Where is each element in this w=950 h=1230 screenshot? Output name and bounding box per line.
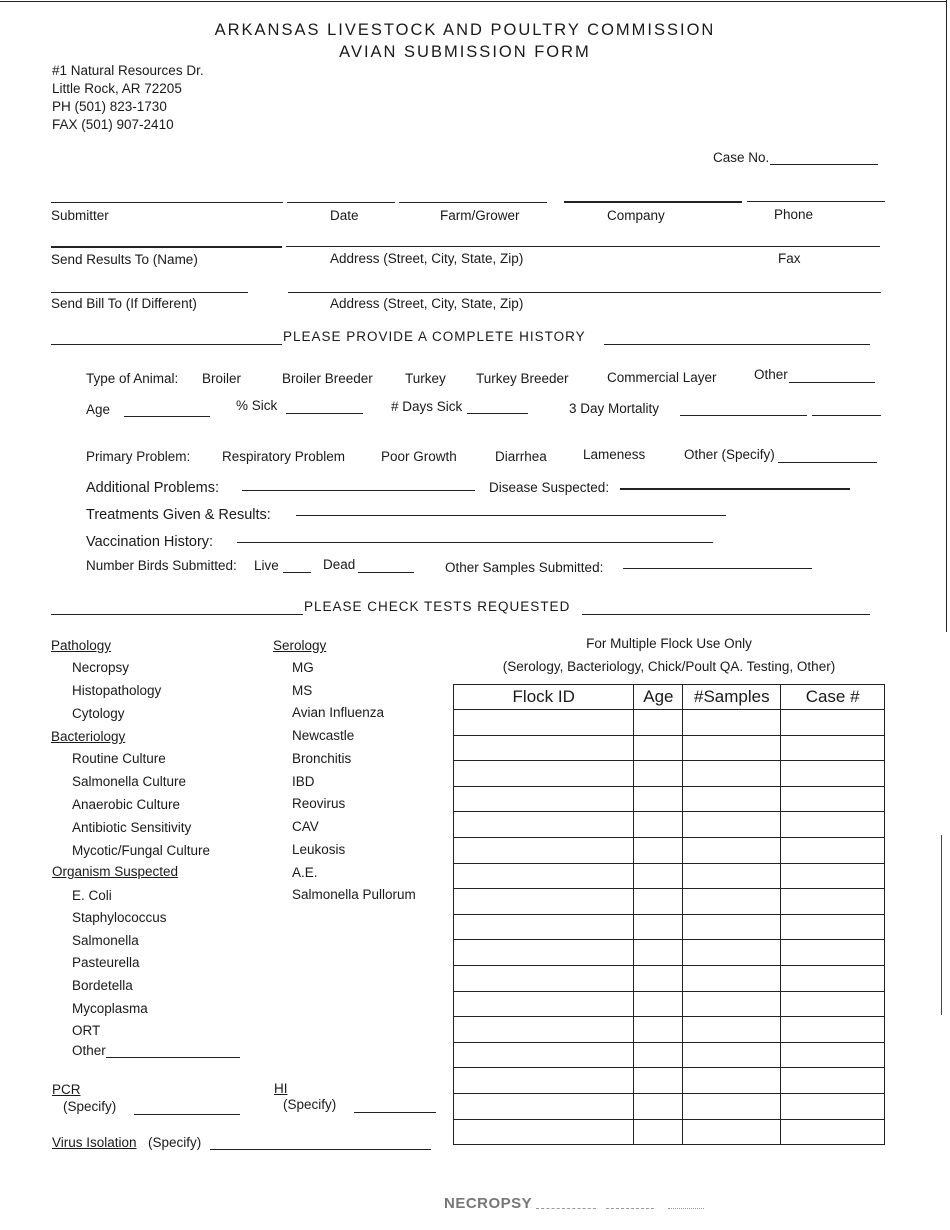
type-of-animal-label: Type of Animal:	[86, 371, 179, 386]
send-bill-field[interactable]	[51, 292, 248, 293]
organism-salmonella[interactable]: Salmonella	[72, 933, 139, 948]
bill-address-label: Address (Street, City, State, Zip)	[330, 296, 524, 311]
flock-id-cell[interactable]	[454, 940, 634, 966]
flock-id-cell[interactable]	[454, 761, 634, 787]
flock-table-header	[454, 685, 885, 710]
age-cell[interactable]	[634, 1119, 683, 1145]
flock-id-cell[interactable]	[454, 710, 634, 736]
test-salmonella-culture[interactable]: Salmonella Culture	[72, 774, 187, 789]
results-address-field[interactable]	[286, 246, 880, 247]
right-edge	[946, 0, 947, 632]
other-samples-label: Other Samples Submitted:	[445, 560, 604, 575]
case-cell[interactable]	[781, 761, 885, 787]
right-edge-lower	[941, 835, 942, 1015]
submitter-label: Submitter	[51, 208, 109, 223]
samples-cell[interactable]	[683, 735, 781, 761]
pcr-label: PCR	[52, 1082, 81, 1097]
pcr-specify-field[interactable]	[134, 1114, 240, 1115]
age-cell[interactable]	[634, 1093, 683, 1119]
history-heading: PLEASE PROVIDE A COMPLETE HISTORY	[283, 329, 586, 344]
case-no-label: Case No.	[713, 150, 770, 165]
flock-id-cell[interactable]	[454, 889, 634, 915]
pct-sick-field[interactable]	[286, 413, 363, 414]
case-cell[interactable]	[781, 1068, 885, 1094]
treatments-label: Treatments Given & Results:	[86, 507, 271, 523]
flock-id-cell[interactable]	[454, 837, 634, 863]
primary-problem-label: Primary Problem:	[86, 449, 191, 464]
problem-lameness[interactable]: Lameness	[583, 447, 646, 462]
address-line1: #1 Natural Resources Dr.	[52, 63, 204, 78]
organism-pasteurella[interactable]: Pasteurella	[72, 955, 140, 970]
age-cell[interactable]	[634, 786, 683, 812]
serology-ae[interactable]: A.E.	[292, 865, 318, 880]
necropsy-stamp: NECROPSY	[444, 1195, 533, 1212]
age-label: Age	[86, 402, 111, 417]
disease-suspected-label: Disease Suspected:	[489, 480, 610, 495]
bill-address-field[interactable]	[288, 292, 881, 293]
flock-row	[454, 1068, 885, 1094]
flock-id-cell[interactable]	[454, 965, 634, 991]
serology-avian-influenza[interactable]: Avian Influenza	[292, 705, 385, 720]
flock-id-cell[interactable]	[454, 786, 634, 812]
days-sick-label: # Days Sick	[391, 399, 463, 414]
farm-label: Farm/Grower	[440, 208, 520, 223]
pct-sick-label: % Sick	[236, 398, 278, 413]
serology-leukosis[interactable]: Leukosis	[292, 842, 346, 857]
serology-heading: Serology	[273, 638, 327, 653]
phone-number: PH (501) 823-1730	[52, 99, 167, 114]
bacteriology-heading: Bacteriology	[51, 729, 126, 744]
flock-row	[454, 889, 885, 915]
problem-other-field[interactable]	[778, 462, 877, 463]
flock-row	[454, 735, 885, 761]
organism-other-field[interactable]	[106, 1057, 240, 1058]
organism-e-coli[interactable]: E. Coli	[72, 888, 112, 903]
send-results-field[interactable]	[51, 246, 282, 248]
disease-suspected-field[interactable]	[620, 488, 850, 490]
flock-row	[454, 761, 885, 787]
flock-id-cell[interactable]	[454, 1093, 634, 1119]
flock-row	[454, 940, 885, 966]
flock-row	[454, 991, 885, 1017]
virus-isolation-specify-label: (Specify)	[148, 1135, 202, 1150]
flock-id-cell[interactable]	[454, 991, 634, 1017]
flock-id-cell[interactable]	[454, 1042, 634, 1068]
test-histopathology[interactable]: Histopathology	[72, 683, 162, 698]
test-routine-culture[interactable]: Routine Culture	[72, 751, 166, 766]
top-edge	[0, 1, 946, 2]
tests-rule-right	[582, 614, 870, 615]
age-cell[interactable]	[634, 991, 683, 1017]
send-results-label: Send Results To (Name)	[51, 252, 198, 267]
samples-cell[interactable]	[683, 812, 781, 838]
results-address-label: Address (Street, City, State, Zip)	[330, 251, 524, 266]
tests-heading: PLEASE CHECK TESTS REQUESTED	[304, 599, 571, 614]
problem-diarrhea[interactable]: Diarrhea	[495, 449, 547, 464]
case-cell[interactable]	[781, 965, 885, 991]
flock-row	[454, 863, 885, 889]
form-title: ARKANSAS LIVESTOCK AND POULTRY COMMISSION	[214, 21, 716, 39]
age-cell[interactable]	[634, 761, 683, 787]
age-cell[interactable]	[634, 965, 683, 991]
samples-cell[interactable]	[683, 863, 781, 889]
stamp-dash-1	[536, 1208, 596, 1209]
samples-cell[interactable]	[683, 1042, 781, 1068]
flock-id-cell[interactable]	[454, 863, 634, 889]
col-case: Case #	[781, 685, 885, 710]
animal-turkey-breeder[interactable]: Turkey Breeder	[476, 371, 569, 386]
animal-broiler[interactable]: Broiler	[202, 371, 242, 386]
test-antibiotic-sensitivity[interactable]: Antibiotic Sensitivity	[72, 820, 192, 835]
case-cell[interactable]	[781, 1017, 885, 1043]
mortality-field-1[interactable]	[680, 415, 807, 416]
case-cell[interactable]	[781, 1119, 885, 1145]
age-cell[interactable]	[634, 735, 683, 761]
flock-row	[454, 812, 885, 838]
mortality-field-2[interactable]	[812, 415, 881, 416]
animal-other-field[interactable]	[789, 382, 875, 383]
samples-cell[interactable]	[683, 991, 781, 1017]
address-line2: Little Rock, AR 72205	[52, 81, 182, 96]
farm-field[interactable]	[399, 202, 547, 203]
organism-other[interactable]: Other	[72, 1043, 106, 1058]
organism-suspected-heading: Organism Suspected	[52, 864, 179, 879]
age-cell[interactable]	[634, 914, 683, 940]
case-cell[interactable]	[781, 991, 885, 1017]
days-sick-field[interactable]	[467, 413, 528, 414]
dead-field[interactable]	[358, 572, 414, 573]
problem-poor-growth[interactable]: Poor Growth	[381, 449, 457, 464]
serology-newcastle[interactable]: Newcastle	[292, 728, 355, 743]
case-cell[interactable]	[781, 837, 885, 863]
organism-ort[interactable]: ORT	[72, 1023, 101, 1038]
date-label: Date	[330, 208, 359, 223]
additional-problems-label: Additional Problems:	[86, 480, 219, 496]
tests-rule-left	[51, 614, 303, 615]
flock-row	[454, 710, 885, 736]
phone-field[interactable]	[747, 201, 885, 202]
results-fax-label: Fax	[778, 251, 801, 266]
flock-id-cell[interactable]	[454, 812, 634, 838]
case-cell[interactable]	[781, 735, 885, 761]
virus-isolation-field[interactable]	[210, 1149, 431, 1150]
serology-cav[interactable]: CAV	[292, 819, 319, 834]
samples-cell[interactable]	[683, 761, 781, 787]
live-field[interactable]	[283, 572, 311, 573]
fax-number: FAX (501) 907-2410	[52, 117, 174, 132]
flock-table	[453, 684, 885, 1145]
history-rule-right	[604, 344, 870, 345]
age-cell[interactable]	[634, 863, 683, 889]
flock-id-cell[interactable]	[454, 914, 634, 940]
serology-reovirus[interactable]: Reovirus	[292, 796, 346, 811]
test-anaerobic-culture[interactable]: Anaerobic Culture	[72, 797, 181, 812]
age-cell[interactable]	[634, 940, 683, 966]
age-cell[interactable]	[634, 1042, 683, 1068]
pathology-heading: Pathology	[51, 638, 112, 653]
organism-mycoplasma[interactable]: Mycoplasma	[72, 1001, 148, 1016]
company-label: Company	[607, 208, 665, 223]
samples-cell[interactable]	[683, 837, 781, 863]
case-no-field[interactable]	[770, 164, 878, 165]
serology-salmonella-pullorum[interactable]: Salmonella Pullorum	[292, 887, 416, 902]
samples-cell[interactable]	[683, 1068, 781, 1094]
samples-cell[interactable]	[683, 965, 781, 991]
submitter-field[interactable]	[51, 202, 283, 203]
age-cell[interactable]	[634, 710, 683, 736]
test-necropsy[interactable]: Necropsy	[72, 660, 130, 675]
vaccination-field[interactable]	[237, 542, 713, 543]
problem-other[interactable]: Other (Specify)	[684, 447, 775, 462]
case-cell[interactable]	[781, 889, 885, 915]
samples-cell[interactable]	[683, 786, 781, 812]
virus-isolation-label: Virus Isolation	[52, 1135, 137, 1150]
case-cell[interactable]	[781, 1042, 885, 1068]
col-flock-id: Flock ID	[454, 685, 634, 710]
case-cell[interactable]	[781, 940, 885, 966]
case-cell[interactable]	[781, 786, 885, 812]
flock-id-cell[interactable]	[454, 1119, 634, 1145]
flock-row	[454, 965, 885, 991]
flock-row	[454, 837, 885, 863]
col-age: Age	[634, 685, 683, 710]
case-cell[interactable]	[781, 812, 885, 838]
samples-cell[interactable]	[683, 889, 781, 915]
case-cell[interactable]	[781, 914, 885, 940]
flock-row	[454, 914, 885, 940]
company-field[interactable]	[564, 201, 742, 203]
dead-label: Dead	[323, 557, 356, 572]
samples-cell[interactable]	[683, 710, 781, 736]
age-cell[interactable]	[634, 889, 683, 915]
hi-specify-field[interactable]	[354, 1112, 436, 1113]
case-cell[interactable]	[781, 863, 885, 889]
samples-cell[interactable]	[683, 1017, 781, 1043]
animal-turkey[interactable]: Turkey	[405, 371, 446, 386]
problem-respiratory[interactable]: Respiratory Problem	[222, 449, 346, 464]
history-rule-left	[51, 344, 282, 345]
mortality-label: 3 Day Mortality	[569, 401, 660, 416]
animal-commercial-layer[interactable]: Commercial Layer	[607, 370, 717, 385]
age-field[interactable]	[124, 416, 210, 417]
flock-row	[454, 1119, 885, 1145]
test-mycotic-fungal[interactable]: Mycotic/Fungal Culture	[72, 843, 211, 858]
serology-ibd[interactable]: IBD	[292, 774, 315, 789]
pcr-specify-label: (Specify)	[63, 1099, 117, 1114]
samples-cell[interactable]	[683, 914, 781, 940]
col-samples: #Samples	[683, 685, 781, 710]
vaccination-label: Vaccination History:	[86, 534, 214, 550]
flock-table-title: For Multiple Flock Use Only	[586, 636, 752, 651]
samples-cell[interactable]	[683, 940, 781, 966]
number-birds-label: Number Birds Submitted:	[86, 558, 237, 573]
flock-row	[454, 1017, 885, 1043]
animal-other[interactable]: Other	[754, 367, 788, 382]
serology-ms[interactable]: MS	[292, 683, 313, 698]
age-cell[interactable]	[634, 1068, 683, 1094]
stamp-dash-3	[668, 1208, 704, 1209]
organism-bordetella[interactable]: Bordetella	[72, 978, 133, 993]
send-bill-label: Send Bill To (If Different)	[51, 296, 197, 311]
hi-specify-label: (Specify)	[283, 1097, 337, 1112]
flock-id-cell[interactable]	[454, 1017, 634, 1043]
flock-row	[454, 1093, 885, 1119]
flock-id-cell[interactable]	[454, 735, 634, 761]
flock-table-subtitle: (Serology, Bacteriology, Chick/Poult QA. Testing, Other)	[502, 659, 836, 674]
flock-id-cell[interactable]	[454, 1068, 634, 1094]
age-cell[interactable]	[634, 812, 683, 838]
treatments-field[interactable]	[296, 515, 726, 516]
age-cell[interactable]	[634, 837, 683, 863]
phone-label: Phone	[774, 207, 814, 222]
additional-problems-field[interactable]	[242, 490, 475, 491]
flock-row	[454, 1042, 885, 1068]
serology-bronchitis[interactable]: Bronchitis	[292, 751, 352, 766]
case-cell[interactable]	[781, 710, 885, 736]
samples-cell[interactable]	[683, 1093, 781, 1119]
other-samples-field[interactable]	[623, 568, 812, 569]
case-cell[interactable]	[781, 1093, 885, 1119]
animal-broiler-breeder[interactable]: Broiler Breeder	[282, 371, 373, 386]
age-cell[interactable]	[634, 1017, 683, 1043]
form-subtitle: AVIAN SUBMISSION FORM	[339, 43, 591, 61]
organism-staphylococcus[interactable]: Staphylococcus	[72, 910, 167, 925]
hi-label: HI	[274, 1081, 288, 1096]
date-field[interactable]	[287, 202, 395, 203]
test-cytology[interactable]: Cytology	[72, 706, 125, 721]
serology-mg[interactable]: MG	[292, 660, 314, 675]
live-label: Live	[254, 558, 279, 573]
samples-cell[interactable]	[683, 1119, 781, 1145]
flock-row	[454, 786, 885, 812]
stamp-dash-2	[606, 1208, 654, 1209]
